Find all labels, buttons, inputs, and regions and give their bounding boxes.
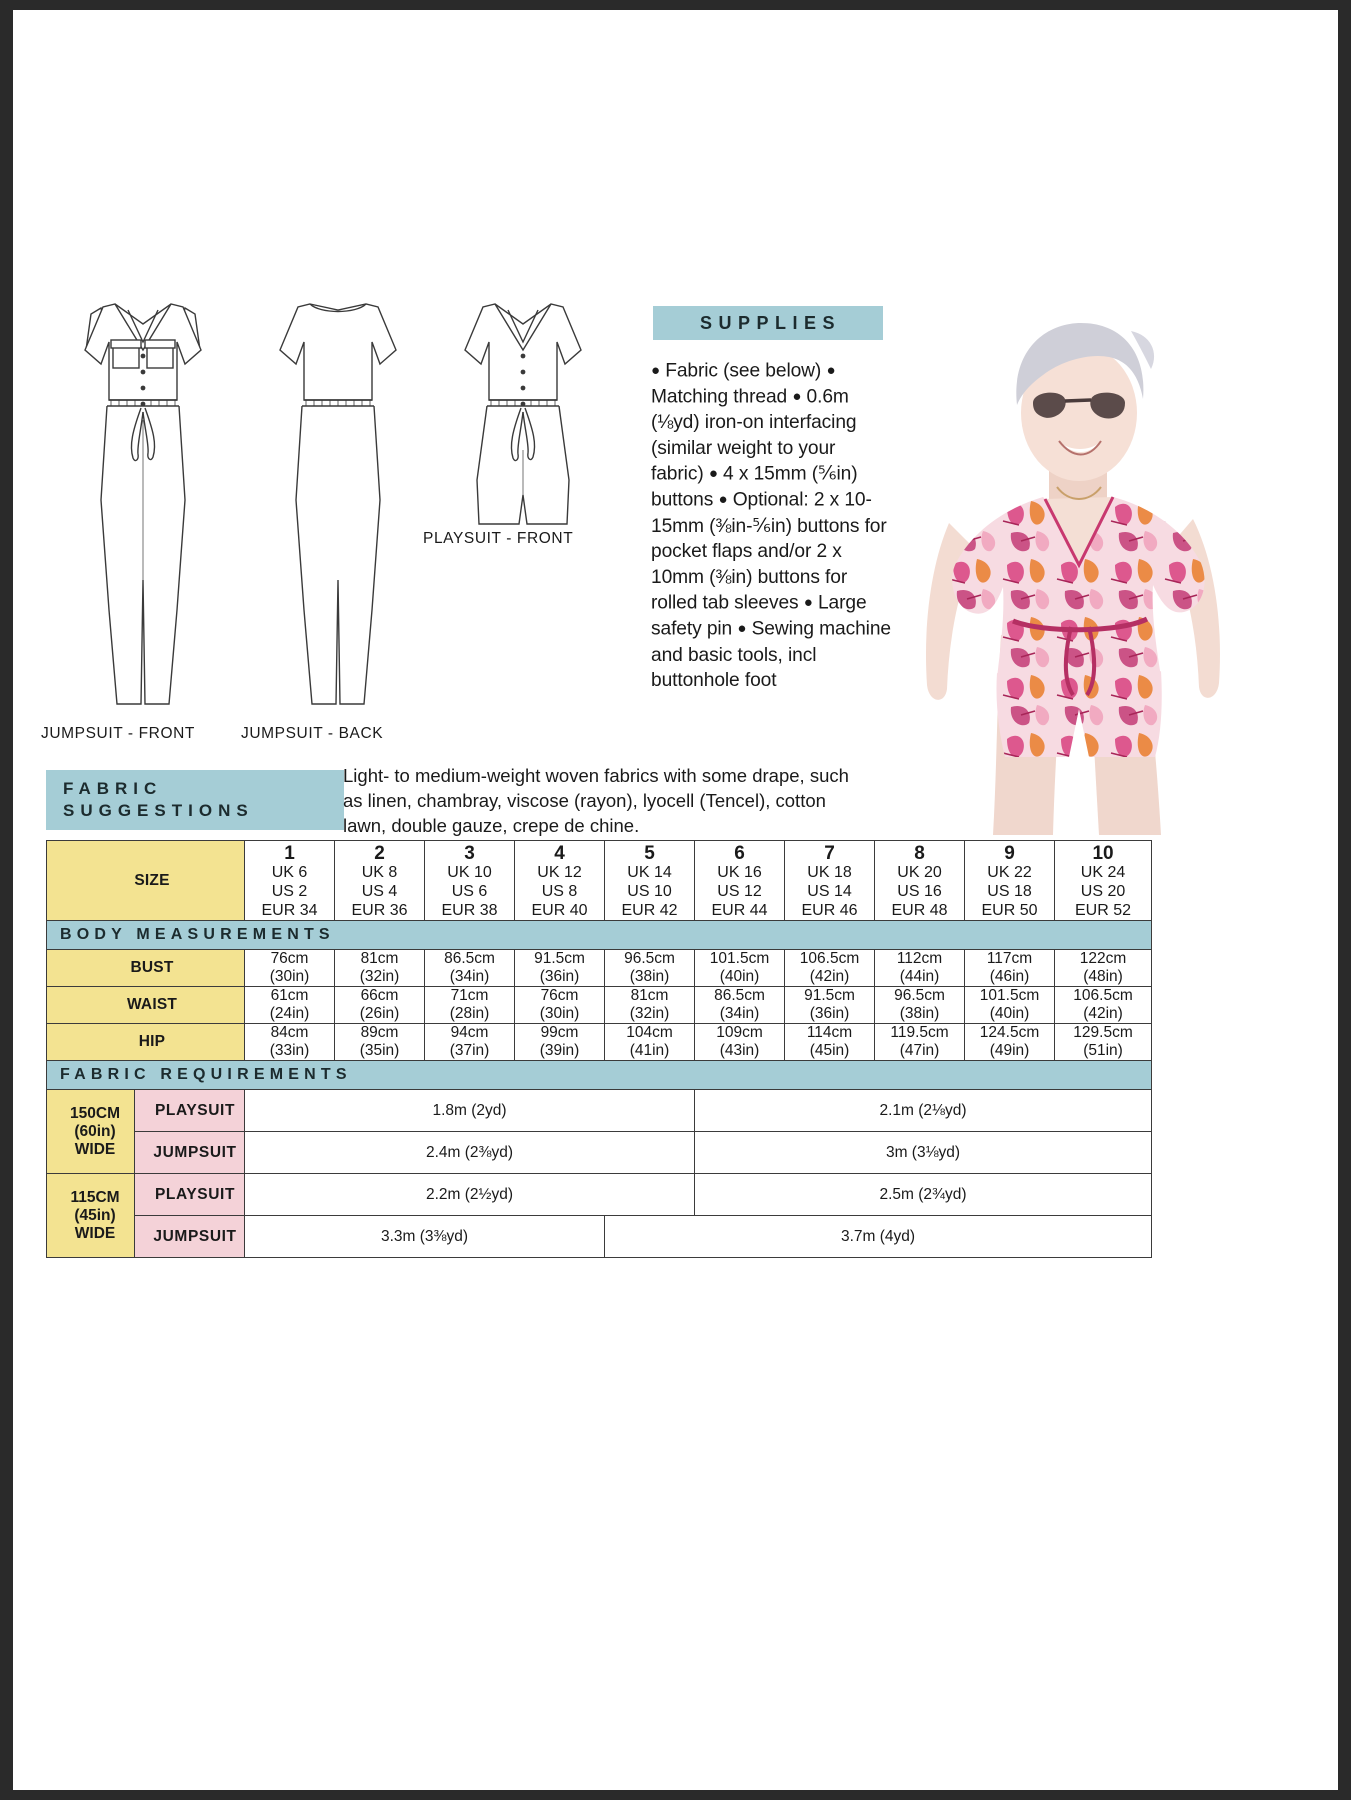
value-cm: 109cm (716, 1024, 763, 1041)
size-and-fabric-table (46, 840, 1152, 1258)
value-in: (38in) (629, 968, 670, 985)
bust-cell-6 (695, 950, 785, 987)
fabric-suggestions-heading-band (46, 770, 344, 830)
value-cm: 101.5cm (709, 950, 770, 967)
size-us: US 16 (897, 883, 942, 900)
size-col-3 (425, 841, 515, 921)
supplies-list (651, 358, 891, 694)
value-in: (42in) (809, 968, 850, 985)
table-row (47, 950, 1152, 987)
waist-cell-8 (875, 987, 965, 1024)
bust-cell-9 (965, 950, 1055, 987)
playsuit-front-drawing (433, 280, 613, 560)
row-label-bust: BUST (47, 950, 245, 987)
waist-cell-7 (785, 987, 875, 1024)
bullet-icon: ● (651, 362, 660, 379)
size-eur: EUR 50 (981, 902, 1038, 919)
hip-cell-7 (785, 1024, 875, 1061)
value-in: (34in) (719, 1005, 760, 1022)
size-uk: UK 12 (537, 864, 582, 881)
size-eur: EUR 34 (261, 902, 318, 919)
fabric-requirements-band-row (47, 1061, 1152, 1090)
waist-cell-3 (425, 987, 515, 1024)
value-cm: 104cm (626, 1024, 673, 1041)
width-line1: 115CM (70, 1188, 120, 1206)
value-in: (49in) (989, 1042, 1030, 1059)
size-number: 1 (284, 843, 295, 864)
size-col-10 (1055, 841, 1152, 921)
size-col-6 (695, 841, 785, 921)
bust-cell-1 (245, 950, 335, 987)
value-cm: 81cm (630, 987, 669, 1004)
supplies-item-0: Fabric (see below) (665, 360, 822, 382)
size-col-5 (605, 841, 695, 921)
waist-cell-10 (1055, 987, 1152, 1024)
width-line1: 150CM (70, 1104, 120, 1122)
waist-cell-1 (245, 987, 335, 1024)
supplies-item-2: 0.6m (⅛yd) iron-on interfacing (similar weight to your fabric) (651, 386, 857, 485)
supplies-heading: SUPPLIES (699, 313, 842, 333)
value-cm: 61cm (270, 987, 309, 1004)
size-uk: UK 22 (987, 864, 1032, 881)
supplies-item-6: Sewing machine and basic tools, incl buttonhole foot (651, 618, 891, 692)
width-line3: WIDE (74, 1140, 116, 1158)
bust-cell-8 (875, 950, 965, 987)
value-in: (41in) (629, 1042, 670, 1059)
value-in: (48in) (1083, 968, 1123, 985)
fabric-value-150-playsuit-right: 2.1m (2⅛yd) (695, 1090, 1152, 1132)
value-in: (33in) (269, 1042, 310, 1059)
size-us: US 18 (987, 883, 1032, 900)
waist-cell-2 (335, 987, 425, 1024)
bullet-icon: ● (718, 491, 728, 509)
value-cm: 112cm (896, 950, 943, 967)
size-number: 9 (1004, 843, 1015, 864)
size-eur: EUR 52 (1075, 902, 1132, 919)
hip-cell-2 (335, 1024, 425, 1061)
value-in: (37in) (449, 1042, 490, 1059)
size-eur: EUR 48 (891, 902, 948, 919)
supplies-item-3: 4 x 15mm (⅚in) buttons (651, 463, 858, 511)
value-in: (36in) (539, 968, 580, 985)
value-cm: 71cm (450, 987, 489, 1004)
value-in: (28in) (449, 1005, 490, 1022)
hip-cell-3 (425, 1024, 515, 1061)
size-number: 8 (914, 843, 925, 864)
value-in: (35in) (359, 1042, 400, 1059)
fabric-value-115-jumpsuit-right: 3.7m (4yd) (605, 1216, 1152, 1258)
size-col-7 (785, 841, 875, 921)
size-label: SIZE (47, 841, 245, 921)
value-cm: 129.5cm (1073, 1024, 1133, 1041)
value-cm: 81cm (360, 950, 399, 967)
bust-cell-4 (515, 950, 605, 987)
value-cm: 106.5cm (799, 950, 860, 967)
supplies-heading-band (653, 306, 883, 340)
garment-label-playsuit-115: PLAYSUIT (135, 1174, 245, 1216)
hip-cell-6 (695, 1024, 785, 1061)
value-cm: 96.5cm (624, 950, 675, 967)
value-in: (30in) (539, 1005, 580, 1022)
width-line2: (45in) (74, 1206, 116, 1224)
value-cm: 86.5cm (714, 987, 765, 1004)
waist-cell-5 (605, 987, 695, 1024)
bullet-icon: ● (803, 594, 813, 612)
garment-label-playsuit-150: PLAYSUIT (135, 1090, 245, 1132)
size-uk: UK 16 (717, 864, 762, 881)
value-cm: 86.5cm (444, 950, 495, 967)
bullet-icon: ● (826, 362, 836, 379)
bullet-icon: ● (708, 465, 718, 483)
fabric-value-150-playsuit-left: 1.8m (2yd) (245, 1090, 695, 1132)
value-in: (42in) (1083, 1005, 1123, 1022)
value-in: (40in) (719, 968, 760, 985)
technical-drawings (13, 265, 653, 765)
value-cm: 91.5cm (804, 987, 855, 1004)
size-number: 5 (644, 843, 655, 864)
row-label-hip: HIP (47, 1024, 245, 1061)
bust-cell-5 (605, 950, 695, 987)
fabric-value-150-jumpsuit-left: 2.4m (2⅜yd) (245, 1132, 695, 1174)
body-measurements-band: BODY MEASUREMENTS (47, 921, 1152, 950)
supplies-item-4: Optional: 2 x 10-15mm (⅜in-⅚in) buttons for pocket flaps and/or 2 x 10mm (⅜in) buttons for rolled tab sleeves (651, 489, 887, 614)
table-row (47, 1024, 1152, 1061)
value-cm: 96.5cm (894, 987, 945, 1004)
table-row (47, 1174, 1152, 1216)
playsuit-front-label: PLAYSUIT - FRONT (423, 530, 574, 547)
value-in: (51in) (1083, 1042, 1123, 1059)
bust-cell-3 (425, 950, 515, 987)
size-eur: EUR 38 (441, 902, 498, 919)
value-cm: 106.5cm (1073, 987, 1133, 1004)
hip-cell-9 (965, 1024, 1055, 1061)
size-us: US 8 (541, 883, 578, 900)
hip-cell-8 (875, 1024, 965, 1061)
value-in: (47in) (899, 1042, 940, 1059)
size-col-2 (335, 841, 425, 921)
value-in: (46in) (989, 968, 1030, 985)
value-in: (32in) (359, 968, 400, 985)
fabric-value-115-jumpsuit-left: 3.3m (3⅜yd) (245, 1216, 605, 1258)
row-label-waist: WAIST (47, 987, 245, 1024)
width-label-115cm (47, 1174, 135, 1258)
table-row (47, 1132, 1152, 1174)
hip-cell-10 (1055, 1024, 1152, 1061)
size-uk: UK 24 (1080, 864, 1126, 881)
size-uk: UK 8 (361, 864, 398, 881)
value-in: (30in) (269, 968, 310, 985)
size-col-4 (515, 841, 605, 921)
value-cm: 117cm (986, 950, 1033, 967)
pattern-page (13, 10, 1338, 1790)
value-in: (24in) (269, 1005, 310, 1022)
model-photo (893, 265, 1338, 835)
fabric-value-150-jumpsuit-right: 3m (3⅛yd) (695, 1132, 1152, 1174)
width-line2: (60in) (74, 1122, 116, 1140)
bullet-icon: ● (792, 388, 802, 406)
size-uk: UK 10 (447, 864, 492, 881)
value-cm: 119.5cm (890, 1024, 949, 1041)
jumpsuit-back-drawing (248, 280, 428, 730)
value-cm: 76cm (540, 987, 579, 1004)
size-eur: EUR 44 (711, 902, 768, 919)
size-eur: EUR 46 (801, 902, 858, 919)
value-cm: 122cm (1079, 950, 1127, 967)
fabric-suggestions-heading-line2: SUGGESTIONS (63, 801, 254, 820)
body-measurements-band-row (47, 921, 1152, 950)
jumpsuit-front-label: JUMPSUIT - FRONT (41, 725, 195, 742)
value-cm: 94cm (450, 1024, 489, 1041)
fabric-suggestions-heading-line1: FABRIC (63, 779, 163, 798)
size-uk: UK 6 (271, 864, 308, 881)
supplies-item-1: Matching thread (651, 386, 788, 408)
value-in: (40in) (989, 1005, 1030, 1022)
value-in: (44in) (899, 968, 940, 985)
value-in: (34in) (449, 968, 490, 985)
size-us: US 6 (451, 883, 488, 900)
size-us: US 2 (271, 883, 308, 900)
table-row (47, 1216, 1152, 1258)
size-number: 3 (464, 843, 475, 864)
bust-cell-10 (1055, 950, 1152, 987)
value-in: (32in) (629, 1005, 670, 1022)
table-row (47, 987, 1152, 1024)
value-in: (43in) (719, 1042, 760, 1059)
size-col-9 (965, 841, 1055, 921)
size-number: 7 (824, 843, 835, 864)
value-in: (45in) (809, 1042, 850, 1059)
bust-cell-2 (335, 950, 425, 987)
jumpsuit-front-drawing (53, 280, 233, 730)
size-col-8 (875, 841, 965, 921)
size-number: 4 (554, 843, 565, 864)
size-eur: EUR 36 (351, 902, 408, 919)
garment-label-jumpsuit-150: JUMPSUIT (135, 1132, 245, 1174)
value-cm: 89cm (360, 1024, 399, 1041)
size-us: US 10 (627, 883, 672, 900)
fabric-requirements-band: FABRIC REQUIREMENTS (47, 1061, 1152, 1090)
size-us: US 4 (361, 883, 398, 900)
fabric-suggestions-text: Light- to medium-weight woven fabrics with some drape, such as linen, chambray, viscose (rayon), lyocell (Tencel), cotton lawn, double gauze, crepe de chine. (343, 765, 849, 836)
value-cm: 101.5cm (979, 987, 1040, 1004)
size-col-1 (245, 841, 335, 921)
size-us: US 14 (807, 883, 852, 900)
size-header-row (47, 841, 1152, 921)
value-in: (39in) (539, 1042, 580, 1059)
value-in: (38in) (899, 1005, 940, 1022)
size-us: US 20 (1080, 883, 1126, 900)
waist-cell-4 (515, 987, 605, 1024)
value-cm: 76cm (270, 950, 309, 967)
size-number: 6 (734, 843, 745, 864)
waist-cell-6 (695, 987, 785, 1024)
fabric-value-115-playsuit-left: 2.2m (2½yd) (245, 1174, 695, 1216)
garment-label-jumpsuit-115: JUMPSUIT (135, 1216, 245, 1258)
jumpsuit-back-label: JUMPSUIT - BACK (241, 725, 384, 742)
value-cm: 84cm (270, 1024, 309, 1041)
size-number: 2 (374, 843, 385, 864)
size-us: US 12 (717, 883, 762, 900)
value-cm: 66cm (360, 987, 399, 1004)
size-eur: EUR 42 (621, 902, 678, 919)
value-cm: 91.5cm (534, 950, 585, 967)
value-cm: 99cm (540, 1024, 579, 1041)
waist-cell-9 (965, 987, 1055, 1024)
size-uk: UK 18 (807, 864, 852, 881)
hip-cell-4 (515, 1024, 605, 1061)
size-eur: EUR 40 (531, 902, 588, 919)
size-uk: UK 20 (897, 864, 942, 881)
bullet-icon: ● (737, 620, 747, 638)
hip-cell-1 (245, 1024, 335, 1061)
size-uk: UK 14 (627, 864, 672, 881)
value-in: (26in) (359, 1005, 400, 1022)
supplies-item-5: Large safety pin (651, 592, 867, 640)
bust-cell-7 (785, 950, 875, 987)
width-label-150cm (47, 1090, 135, 1174)
hip-cell-5 (605, 1024, 695, 1061)
width-line3: WIDE (74, 1224, 116, 1242)
table-row (47, 1090, 1152, 1132)
value-cm: 124.5cm (979, 1024, 1040, 1041)
size-number: 10 (1092, 843, 1114, 864)
value-cm: 114cm (806, 1024, 853, 1041)
fabric-value-115-playsuit-right: 2.5m (2¾yd) (695, 1174, 1152, 1216)
value-in: (36in) (809, 1005, 850, 1022)
